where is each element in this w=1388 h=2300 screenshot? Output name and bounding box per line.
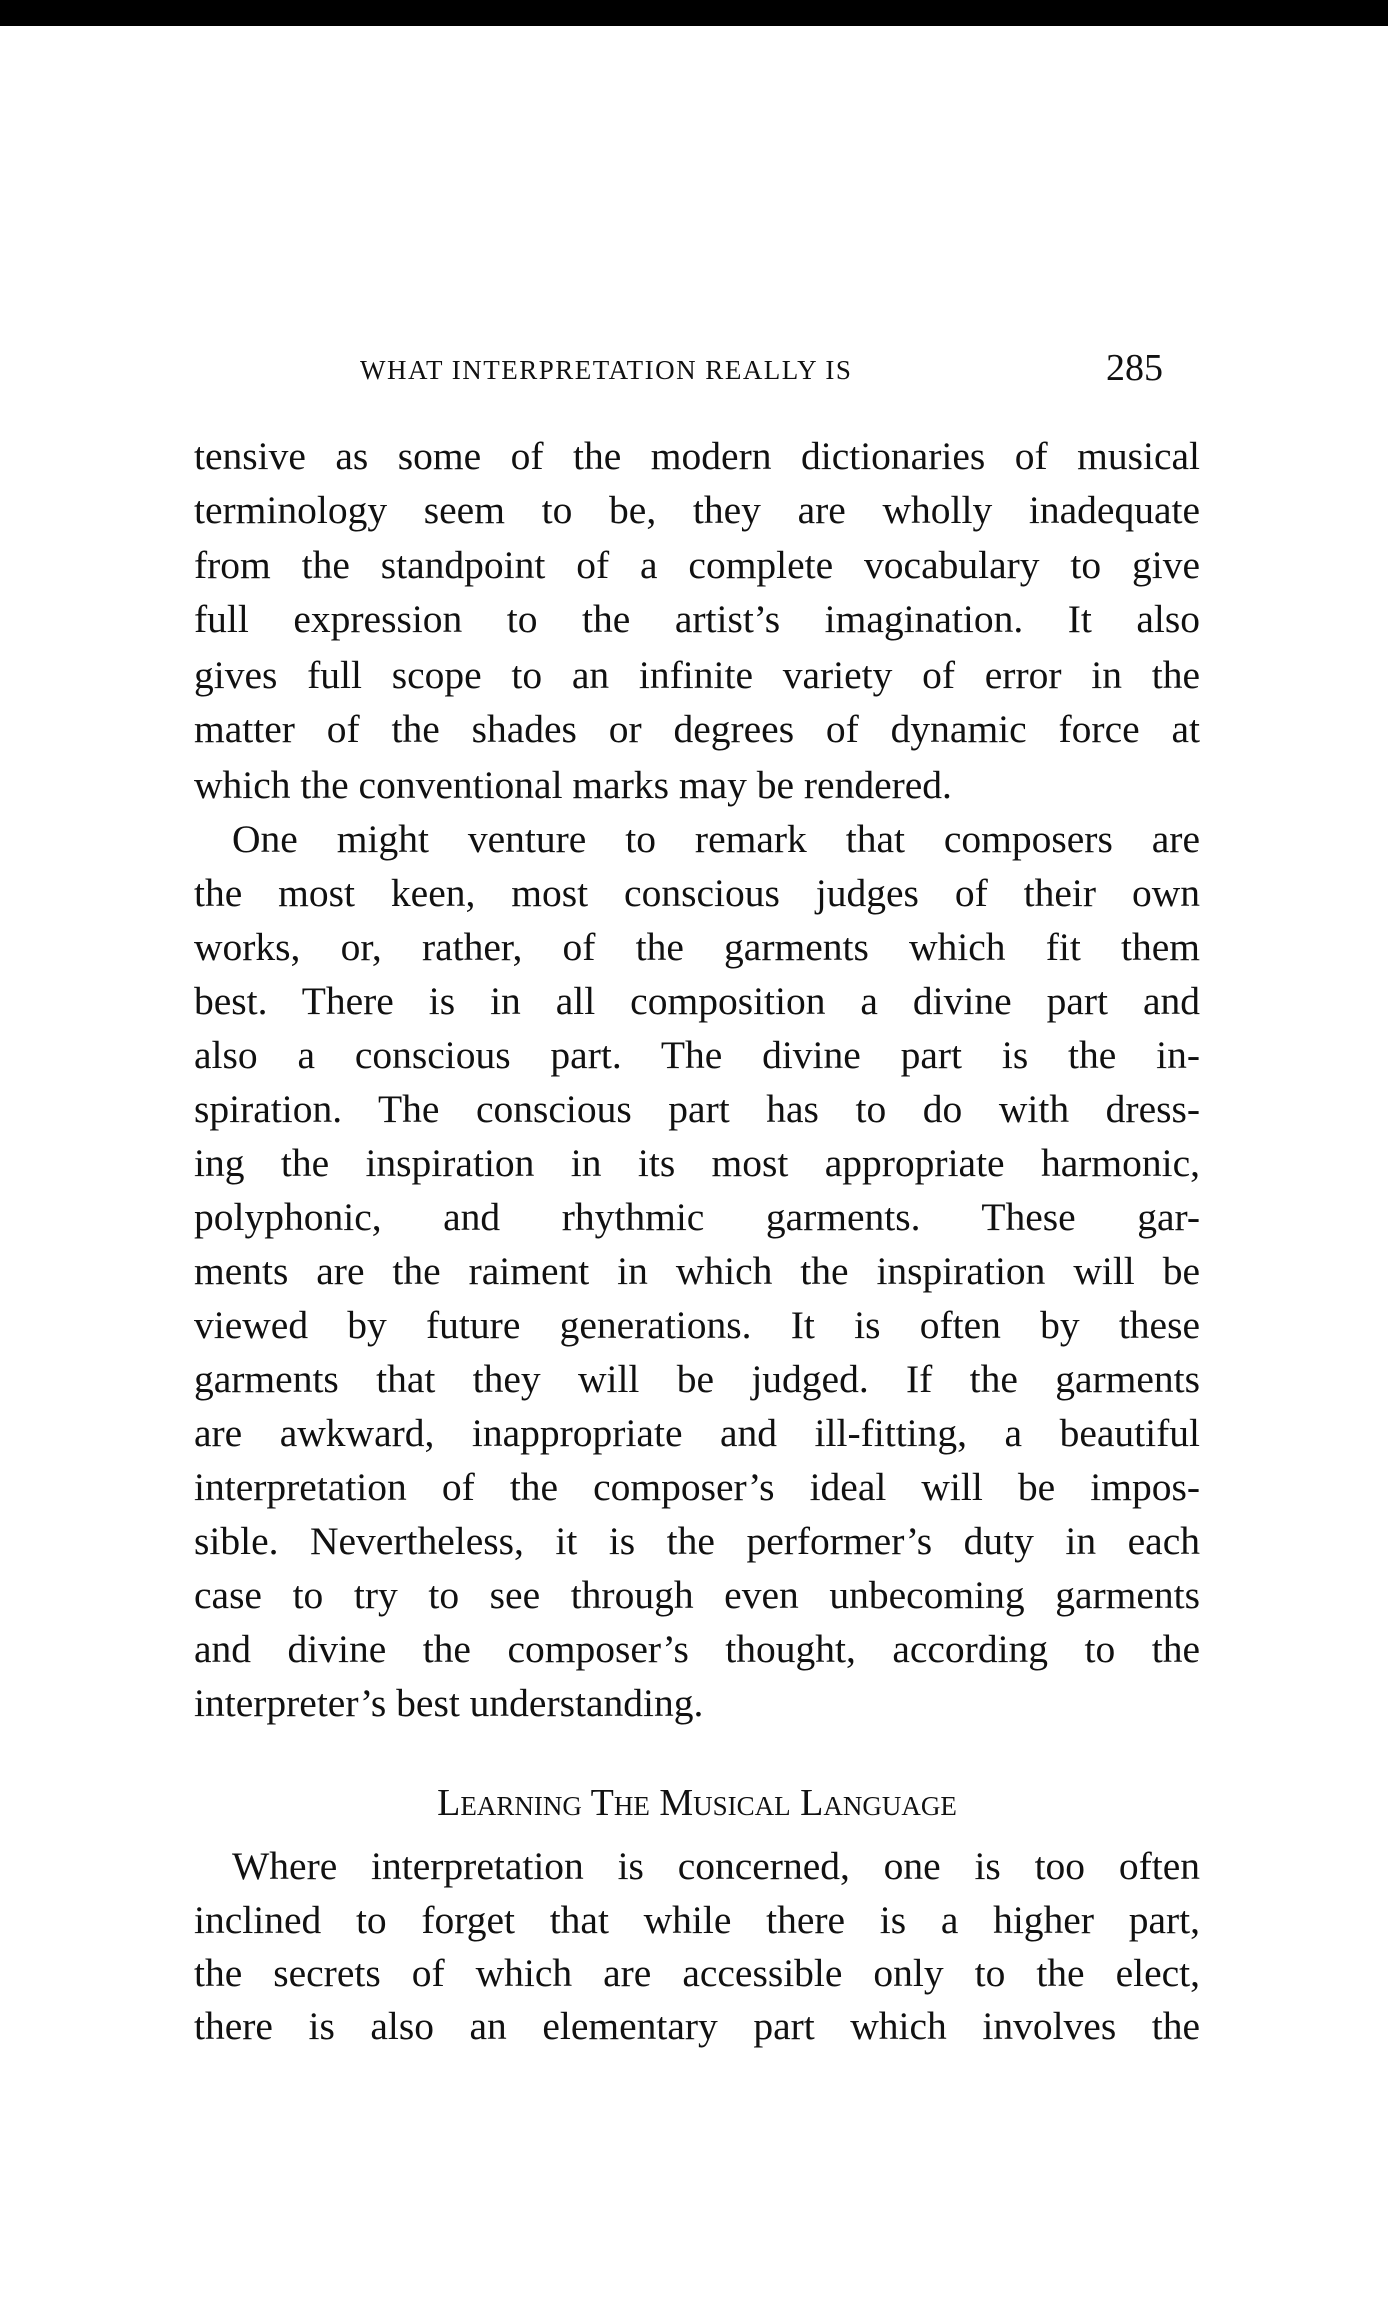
text-line: from the standpoint of a complete vocabulary to give bbox=[194, 543, 1200, 587]
running-header: WHAT INTERPRETATION REALLY IS bbox=[360, 355, 853, 385]
text-line: interpreter’s best understanding. bbox=[194, 1681, 704, 1725]
text-line: garments that they will be judged. If the garments bbox=[194, 1357, 1200, 1401]
text-line: are awkward, inappropriate and ill-fitting, a beautiful bbox=[194, 1411, 1200, 1455]
text-line: the most keen, most conscious judges of their own bbox=[194, 871, 1200, 915]
text-line: and divine the composer’s thought, according to the bbox=[194, 1627, 1200, 1671]
text-line: case to try to see through even unbecoming garments bbox=[194, 1573, 1200, 1617]
text-line: terminology seem to be, they are wholly inadequate bbox=[194, 488, 1200, 532]
text-line: polyphonic, and rhythmic garments. These gar- bbox=[194, 1195, 1200, 1239]
text-line: ments are the raiment in which the inspiration will be bbox=[194, 1249, 1200, 1293]
section-heading: Learning The Musical Language bbox=[437, 1782, 957, 1824]
text-line: spiration. The conscious part has to do with dress- bbox=[194, 1087, 1200, 1131]
text-line: also a conscious part. The divine part is the in- bbox=[194, 1033, 1200, 1077]
text-line: gives full scope to an infinite variety of error in the bbox=[194, 653, 1200, 697]
text-line: full expression to the artist’s imagination. It also bbox=[194, 597, 1200, 641]
text-line: matter of the shades or degrees of dynamic force at bbox=[194, 707, 1200, 751]
text-line: One might venture to remark that composers are bbox=[232, 817, 1200, 861]
text-line: which the conventional marks may be rendered. bbox=[194, 763, 952, 807]
text-line: sible. Nevertheless, it is the performer’s duty in each bbox=[194, 1519, 1200, 1563]
text-line: best. There is in all composition a divine part and bbox=[194, 979, 1200, 1023]
text-line: interpretation of the composer’s ideal will be impos- bbox=[194, 1465, 1200, 1509]
scan-top-border bbox=[0, 0, 1388, 26]
text-line: ing the inspiration in its most appropriate harmonic, bbox=[194, 1141, 1200, 1185]
text-line: viewed by future generations. It is often by these bbox=[194, 1303, 1200, 1347]
text-line: works, or, rather, of the garments which fit them bbox=[194, 925, 1200, 969]
text-line: there is also an elementary part which involves the bbox=[194, 2004, 1200, 2048]
text-line: the secrets of which are accessible only to the elect, bbox=[194, 1951, 1200, 1995]
text-line: tensive as some of the modern dictionaries of musical bbox=[194, 434, 1200, 478]
page-number: 285 bbox=[1106, 347, 1163, 389]
text-line: Where interpretation is concerned, one is too often bbox=[232, 1844, 1200, 1888]
text-line: inclined to forget that while there is a higher part, bbox=[194, 1898, 1200, 1942]
